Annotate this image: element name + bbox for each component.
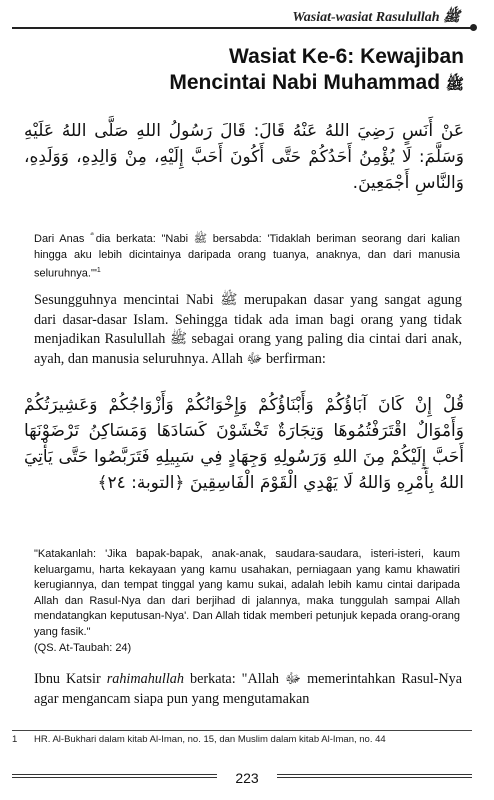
verse-reference: (QS. At-Taubah: 24) [34, 641, 132, 654]
body-paragraph-1: Sesungguhnya mencintai Nabi ﷺ merupakan dasar yang sangat agung dari dasar-dasar Islam. Sehingga tidak ada iman bagi orang yang tidak menjadikan Rasulullah ﷺ sebagai orang yang paling dia cintai dari anak, ayah, dan manusia seluruhnya. Allah ﷻ berfirman: [34, 292, 462, 367]
paragraph-2-start: Ibnu Katsir [34, 671, 107, 687]
hadith-translation [34, 232, 460, 282]
hadith-arabic-text: عَنْ أَنَسٍ رَضِيَ اللهُ عَنْهُ قَالَ: قَالَ رَسُولُ اللهِ صَلَّى اللهُ عَلَيْهِ وَسَلَّمَ: لَا يُؤْمِنُ أَحَدُكُمْ حَتَّى أَكُونَ أَحَبَّ إِلَيْهِ، مِنْ وَالِدِهِ، وَوَلَدِهِ، وَالنَّاسِ أَجْمَعِينَ. [24, 121, 464, 193]
footnote-text: HR. Al-Bukhari dalam kitab Al-Iman, no. 15, dan Muslim dalam kitab Al-Iman, no. 44 [34, 734, 386, 745]
footnote-rule [12, 730, 472, 731]
verse-arabic-text: قُلْ إِنْ كَانَ آبَاؤُكُمْ وَأَبْنَاؤُكُمْ وَإِخْوَانُكُمْ وَأَزْوَاجُكُمْ وَعَشِيرَتُكُمْ وَأَمْوَالٌ اقْتَرَفْتُمُوهَا وَتِجَارَةٌ تَخْشَوْنَ كَسَادَهَا وَمَسَاكِنُ تَرْضَوْنَهَا أَحَبَّ إِلَيْكُمْ مِنَ اللهِ وَرَسُولِهِ وَجِهَادٍ فِي سَبِيلِهِ فَتَرَبَّصُوا حَتَّى يَأْتِيَ اللهُ بِأَمْرِهِ وَاللهُ لَا يَهْدِي الْقَوْمَ الْفَاسِقِينَ ﴿التوبة: ٢٤﴾ [24, 395, 464, 493]
header-rule [12, 27, 472, 29]
hadith-translation-text: Dari Anas ؓ dia berkata: "Nabi ﷺ bersabda: 'Tidaklah beriman seorang dari kalian hingga aku lebih dicintainya daripada orang tuanya, anaknya, dan dari manusia seluruhnya.'" [34, 233, 460, 280]
page-number: 223 [217, 770, 277, 786]
footnote [12, 734, 472, 745]
running-head: Wasiat-wasiat Rasulullah ﷺ [292, 10, 460, 25]
section-title-line2-text: Mencintai Nabi Muhammad [169, 71, 441, 94]
body-paragraph-2 [34, 670, 462, 709]
verse-translation-text: "Katakanlah: 'Jika bapak-bapak, anak-anak, saudara-saudara, isteri-isteri, kaum keluargamu, harta kekayaan yang kamu usahakan, perniagaan yang kamu khawatiri kerugiannya, dan tempat tinggal yang kamu sukai, adalah lebih kamu cintai daripada Allah dan Rasul-Nya dan dari berjihad di jalannya, maka tunggulah sampai Allah mendatangkan keputusan-Nya'. Dan Allah tidak memberi petunjuk kepada orang-orang yang fasik." [34, 548, 460, 638]
verse-translation [34, 547, 460, 656]
section-title [124, 44, 464, 98]
paragraph-2-italic: rahimahullah [106, 671, 184, 687]
section-title-line1: Wasiat Ke-6: Kewajiban [229, 45, 464, 68]
section-title-line2 [124, 70, 464, 98]
salawat-seal: ﷺ [445, 76, 464, 93]
footnote-marker: 1 [96, 267, 101, 275]
paragraph-2-rest: berkata: "Allah ﷻ memerintahkan Rasul-Nya agar mengancam siapa pun yang mengutamakan [34, 671, 462, 707]
footnote-number: 1 [12, 734, 18, 745]
header-rule-ornament [470, 24, 477, 31]
